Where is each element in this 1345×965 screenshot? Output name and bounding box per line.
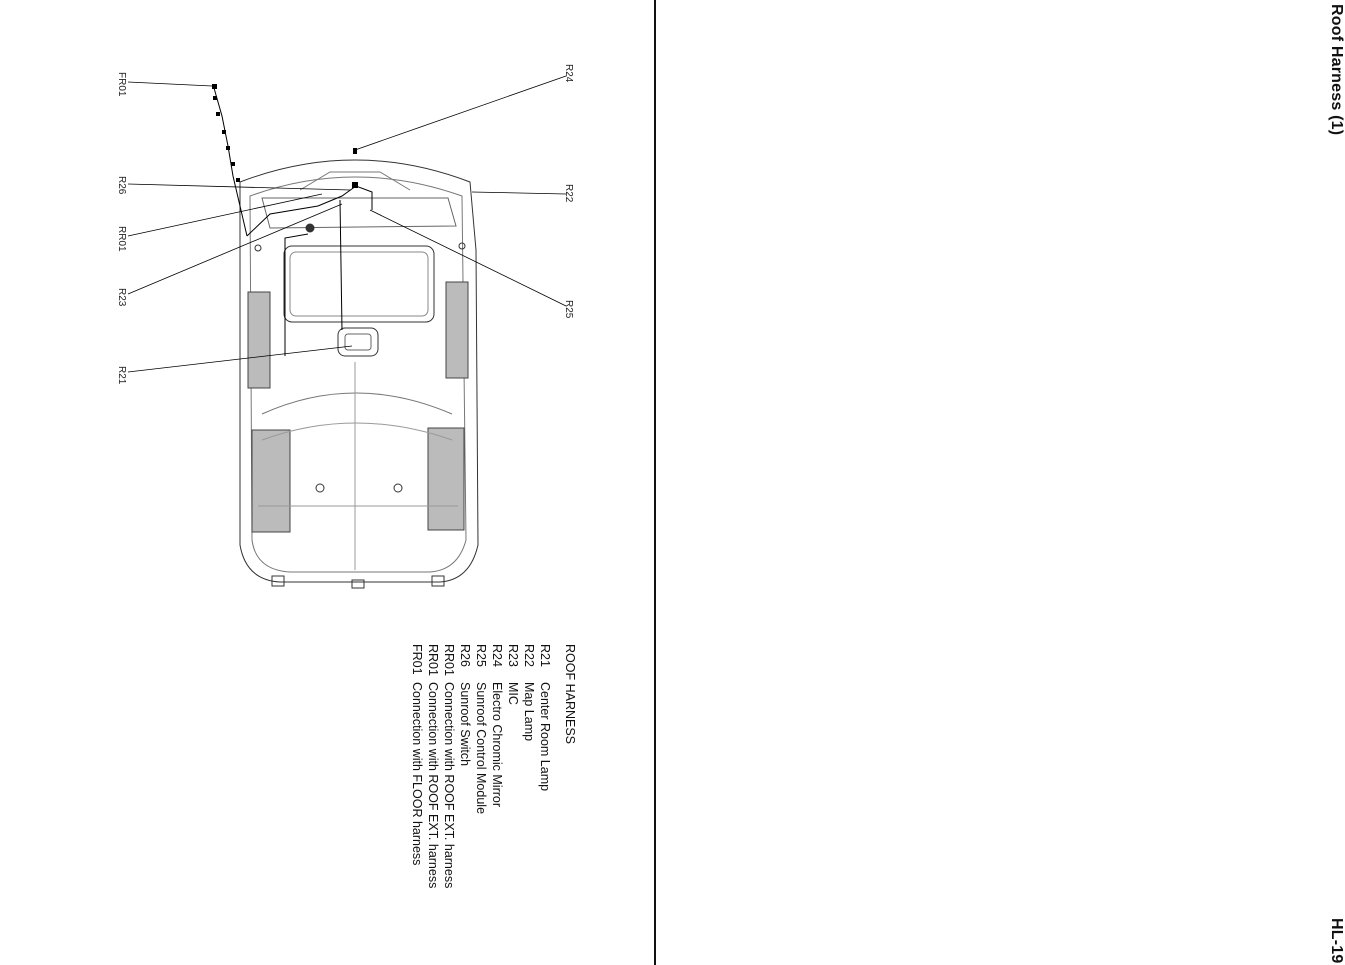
legend-code: FR01 bbox=[410, 644, 424, 675]
legend-label: Electro Chromic Mirror bbox=[490, 682, 504, 808]
legend-item bbox=[505, 644, 521, 944]
page-number: HL-19 bbox=[1328, 918, 1345, 964]
legend-label: Sunroof Switch bbox=[458, 682, 472, 767]
callout-r24: R24 bbox=[563, 64, 574, 83]
legend-item bbox=[441, 644, 457, 944]
center-lamp-housing bbox=[338, 328, 378, 356]
harness-center-trunk bbox=[340, 200, 342, 330]
legend-label: Map Lamp bbox=[522, 682, 536, 742]
legend-item bbox=[489, 644, 505, 944]
legend-code: R23 bbox=[506, 644, 520, 667]
legend-code: RR01 bbox=[426, 644, 440, 676]
legend-item bbox=[457, 644, 473, 944]
callout-fr01: FR01 bbox=[116, 72, 127, 97]
callout-r22: R22 bbox=[563, 184, 574, 203]
legend-label: Connection with FLOOR harness bbox=[410, 682, 424, 866]
legend-code: R22 bbox=[522, 644, 536, 667]
grille-pad-right-front bbox=[446, 282, 468, 378]
grille-pad-left-front bbox=[248, 292, 270, 388]
page-header bbox=[655, 0, 1345, 965]
legend-item bbox=[521, 644, 537, 944]
legend-code: R26 bbox=[458, 644, 472, 667]
legend-heading: ROOF HARNESS bbox=[563, 644, 577, 745]
legend-code: R25 bbox=[474, 644, 488, 667]
legend-label: Connection with ROOF EXT. harness bbox=[442, 682, 456, 889]
callout-r23: R23 bbox=[116, 288, 127, 307]
sunroof-opening bbox=[284, 246, 434, 322]
callout-rr01: RR01 bbox=[116, 226, 127, 252]
page-title: Roof Harness (1) bbox=[1328, 4, 1345, 136]
legend-item bbox=[537, 644, 553, 944]
front-console-outline bbox=[262, 198, 456, 228]
callout-r26: R26 bbox=[116, 176, 127, 195]
callout-r21: R21 bbox=[116, 366, 127, 385]
mount-hole bbox=[316, 484, 324, 492]
legend-label: MIC bbox=[506, 682, 520, 705]
mount-hole bbox=[306, 224, 314, 232]
legend-label: Center Room Lamp bbox=[538, 682, 552, 792]
callout-r25: R25 bbox=[563, 300, 574, 319]
grille-pad-right-rear bbox=[428, 428, 464, 530]
mount-hole bbox=[394, 484, 402, 492]
legend-item bbox=[409, 644, 425, 944]
legend-code: RR01 bbox=[442, 644, 456, 676]
grille-pad-left-rear bbox=[252, 430, 290, 532]
legend-item bbox=[473, 644, 489, 944]
legend-code: R21 bbox=[538, 644, 552, 667]
connector-legend bbox=[409, 644, 578, 944]
legend-code: R24 bbox=[490, 644, 504, 667]
legend-label: Connection with ROOF EXT. harness bbox=[426, 682, 440, 889]
legend-item bbox=[425, 644, 441, 944]
legend-label: Sunroof Control Module bbox=[474, 682, 488, 815]
